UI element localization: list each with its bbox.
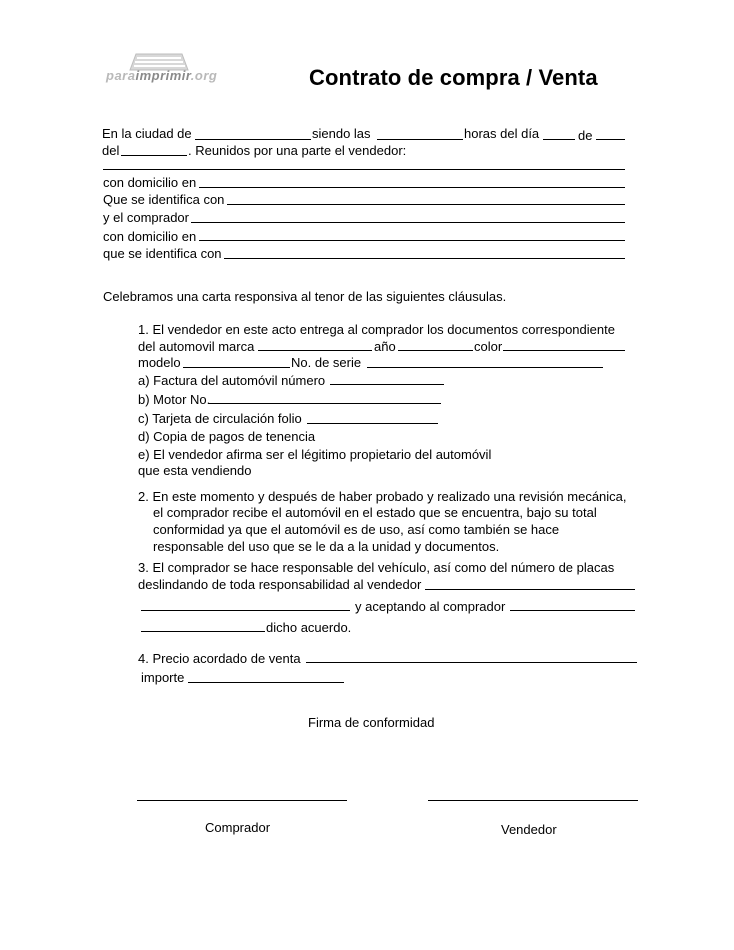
logo-text-suffix: .org xyxy=(190,68,218,83)
clause3-blank4 xyxy=(141,631,265,632)
price-blank xyxy=(306,662,637,663)
clause2-line3: conformidad ya que el automóvil es de uso, así como también se hace xyxy=(153,522,560,537)
buyer-label: y el comprador xyxy=(103,210,189,225)
logo-text-highlight: imprimir xyxy=(135,68,191,83)
buyer-name-blank xyxy=(191,222,625,223)
car-color-blank xyxy=(503,350,625,351)
clause3-line3: y aceptando al comprador xyxy=(355,599,506,614)
seller-signature-label: Vendedor xyxy=(501,822,557,837)
intro-seller-label: . Reunidos por una parte el vendedor: xyxy=(188,143,407,158)
clause3-blank3 xyxy=(510,610,635,611)
seller-address-label: con domicilio en xyxy=(103,175,197,190)
owner-statement-line1: e) El vendedor afirma ser el légitimo propietario del automóvil xyxy=(138,447,492,462)
clause2-line2: el comprador recibe el automóvil en el estado que se encuentra, bajo su total xyxy=(153,505,597,520)
intro-city-label: En la ciudad de xyxy=(102,126,192,141)
seller-id-label: Que se identifica con xyxy=(103,192,225,207)
preamble-text: Celebramos una carta responsiva al tenor de las siguientes cláusulas. xyxy=(103,289,507,304)
tax-payments-item: d) Copia de pagos de tenencia xyxy=(138,429,316,444)
buyer-signature-label: Comprador xyxy=(205,820,271,835)
car-model-blank xyxy=(183,367,290,368)
seller-signature-line xyxy=(428,800,638,801)
intro-hour-label: siendo las xyxy=(312,126,371,141)
seller-id-blank xyxy=(227,204,625,205)
car-model-label: modelo xyxy=(138,355,181,370)
registration-label: c) Tarjeta de circulación folio xyxy=(138,411,302,426)
hour-blank xyxy=(377,139,463,140)
clause1-line1: 1. El vendedor en este acto entrega al comprador los documentos correspondiente xyxy=(138,322,615,337)
buyer-address-label: con domicilio en xyxy=(103,229,197,244)
registration-blank xyxy=(307,423,438,424)
owner-statement-line2: que esta vendiendo xyxy=(138,463,252,478)
clause3-blank1 xyxy=(425,589,635,590)
car-color-label: color xyxy=(474,339,503,354)
buyer-address-blank xyxy=(199,240,625,241)
day-blank xyxy=(543,139,575,140)
invoice-label: a) Factura del automóvil número xyxy=(138,373,326,388)
car-year-blank xyxy=(398,350,473,351)
site-logo xyxy=(106,48,226,86)
intro-year-label: del xyxy=(102,143,120,158)
buyer-id-blank xyxy=(224,258,625,259)
year-blank xyxy=(121,155,187,156)
engine-blank xyxy=(209,403,441,404)
clause3-line2: deslindando de toda responsabilidad al vendedor xyxy=(138,577,422,592)
seller-address-blank xyxy=(199,187,625,188)
clause3-blank2 xyxy=(141,610,350,611)
car-serial-label: No. de serie xyxy=(291,355,362,370)
amount-label: importe xyxy=(141,670,185,685)
car-serial-blank xyxy=(367,367,603,368)
city-blank xyxy=(195,139,311,140)
buyer-id-label: que se identifica con xyxy=(103,246,222,261)
car-year-label: año xyxy=(374,339,396,354)
invoice-blank xyxy=(330,384,444,385)
clause3-line4: dicho acuerdo. xyxy=(266,620,352,635)
signature-heading: Firma de conformidad xyxy=(308,715,435,730)
clause2-line4: responsable del uso que se le da a la unidad y documentos. xyxy=(153,539,500,554)
intro-month-label: de xyxy=(578,128,593,143)
intro-day-label: horas del día xyxy=(464,126,540,141)
price-label: 4. Precio acordado de venta xyxy=(138,651,301,666)
seller-name-blank xyxy=(103,169,625,170)
clause2-line1: 2. En este momento y después de haber probado y realizado una revisión mecánica, xyxy=(138,489,627,504)
document-title: Contrato de compra / Venta xyxy=(309,65,598,90)
clause3-line1: 3. El comprador se hace responsable del vehículo, así como del número de placas xyxy=(138,560,615,575)
buyer-signature-line xyxy=(137,800,347,801)
amount-blank xyxy=(188,682,344,683)
month-blank xyxy=(596,139,625,140)
logo-text-prefix: para xyxy=(106,68,136,83)
engine-label: b) Motor No. xyxy=(138,392,211,407)
car-brand-label: del automovil marca xyxy=(138,339,255,354)
car-brand-blank xyxy=(258,350,372,351)
